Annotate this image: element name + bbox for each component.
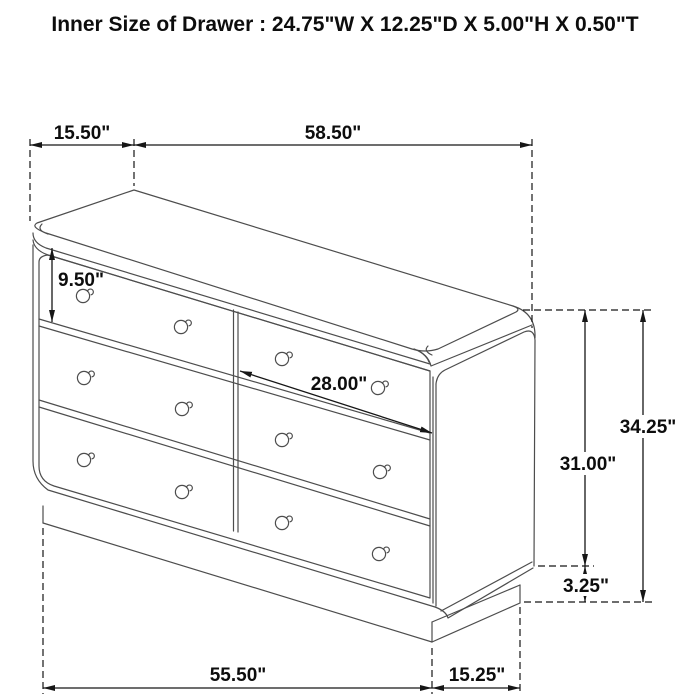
dim-label-top-depth: 15.50"	[53, 123, 111, 144]
drawer-knob-icon	[275, 433, 292, 447]
dim-label-drawer-height: 9.50"	[58, 270, 104, 291]
diagram-title: Inner Size of Drawer : 24.75"W X 12.25"D X 5.00"H X 0.50"T	[51, 13, 639, 36]
top-left-corner-edge	[40, 224, 48, 234]
dresser-drawing	[33, 190, 535, 642]
dim-label-base-width: 55.50"	[209, 665, 267, 686]
top-slab-right-edge	[414, 325, 532, 366]
dim-label-top-width: 58.50"	[304, 123, 362, 144]
dresser-top-surface	[35, 190, 518, 351]
drawer-knob-icon	[372, 547, 389, 561]
side-top-edge	[436, 331, 535, 566]
plinth-base	[43, 506, 520, 642]
drawer-knob-icon	[175, 402, 192, 416]
drawer-knob-icon	[174, 320, 191, 334]
outer-left-bottom-contour	[33, 245, 533, 618]
top-slab-front-edge	[33, 233, 430, 364]
drawer-knob-icon	[175, 485, 192, 499]
drawer-divider-row2-top	[39, 400, 430, 519]
dim-label-overall-height: 34.25"	[619, 417, 677, 438]
drawer-knob-icon	[275, 352, 292, 366]
dim-label-case-height: 31.00"	[559, 454, 617, 475]
drawer-knob-icon	[275, 516, 292, 530]
dim-label-drawer-width: 28.00"	[310, 374, 368, 395]
drawer-divider-row2-bottom	[39, 407, 430, 526]
drawer-knob-icon	[77, 453, 94, 467]
drawer-divider-row1-bottom	[39, 326, 430, 440]
drawer-knob-icon	[371, 381, 388, 395]
drawer-knob-icon	[373, 465, 390, 479]
dim-label-base-height: 3.25"	[563, 576, 609, 597]
dim-label-base-depth: 15.25"	[448, 665, 506, 686]
drawer-knob-icon	[77, 371, 94, 385]
dimension-annotations	[30, 123, 678, 694]
plinth-side-top-edge	[432, 585, 520, 622]
drawer-knob-icon	[76, 289, 93, 303]
front-face-top-reveal	[33, 240, 430, 371]
